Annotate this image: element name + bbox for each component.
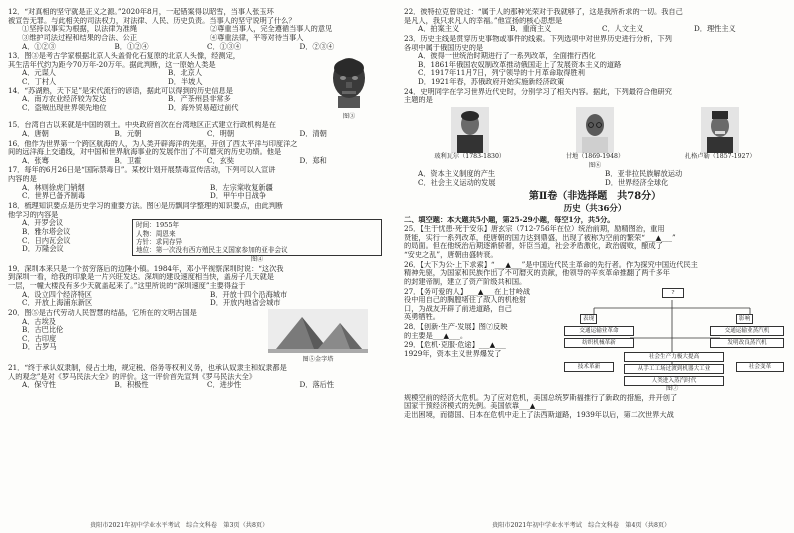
q25-line-1: 25．【生于忧患·死于安乐】唐玄宗（712-756年在位）统治前期，励精图治，重用 xyxy=(404,225,665,234)
zaghloul-years: （1857-1927） xyxy=(709,153,756,161)
diagram-box-2: 纺织机械革新 xyxy=(564,338,634,349)
q17-stem-2: 内容的是 xyxy=(8,175,37,184)
q26-line-3: 的封建帝制，建立了资产阶级共和国。 xyxy=(404,277,527,286)
q12-stem-2: 被宣告无罪。与此相关的司法权力，对法律、人民、历史负责。当事人的坚守说明了什么？ xyxy=(8,16,296,25)
question-27 xyxy=(404,288,554,323)
q27-line-3: 口，为战友开辟了前进道路，自己 xyxy=(404,304,512,313)
right-column xyxy=(404,8,786,420)
question-23 xyxy=(404,35,786,87)
diagram-box-6: 社会变革 xyxy=(736,362,784,373)
q14-choice-d[interactable]: D．海外贸易超过前代 xyxy=(168,104,239,113)
q12-option: ②尊重当事人，完全遵循当事人的意见 xyxy=(210,25,333,34)
q13-choice-c[interactable]: C．丁村人 xyxy=(22,77,57,87)
q12-option: ①坚持以事实为根据，以法律为准绳 xyxy=(22,25,138,34)
q14-choice-b[interactable]: B．产茶州县非常多 xyxy=(168,95,231,104)
bolivar-years: （1783-1830） xyxy=(459,153,506,161)
q26-line-2: 精神先驱，为国家和民族作出了不可磨灭的贡献，他领导的辛亥革命推翻了两千多年 xyxy=(404,269,670,278)
q15-choice-a[interactable]: A．唐朝 xyxy=(22,128,49,138)
q18-choice-a[interactable]: A．开罗会议 xyxy=(22,218,64,228)
q21-choice-b[interactable]: B．积极性 xyxy=(114,380,149,390)
pyramid-image xyxy=(268,309,368,353)
q14-choice-c[interactable]: C．盗贼出现世界领先地位 xyxy=(22,104,107,113)
q23-stem-2: 各项中属于俄国历史的是 xyxy=(404,43,484,52)
question-24 xyxy=(404,88,786,187)
q19-stem-1: 19．深圳本来只是一个贫穷落后的边陲小镇。1984年，邓小平视察深圳时说：“这次我 xyxy=(8,264,284,273)
q12-stem-1: 12．“对真相的坚守就是正义之源。”2020年8月，一起错案得以昭雪，当事人张玉环 xyxy=(8,8,274,16)
q29-line-2: 1929年，资本主义世界爆发了 xyxy=(404,350,502,358)
q16-choice-a[interactable]: A．张骞 xyxy=(22,155,49,165)
q24-choice-d[interactable]: D．世界经济全球化 xyxy=(605,177,669,187)
q17-choice-c[interactable]: C．世界已备齐制毒 xyxy=(22,191,86,201)
q25-line-3: 的局面。但在他统治后期逐渐骄奢，奸臣当道，社会矛盾激化，政治腐败，酿成了 xyxy=(404,242,663,251)
q29-line-4[interactable]: 国家干预经济模式的先例。美国依靠___▲___ xyxy=(404,402,547,411)
q20-choice-d[interactable]: D．古罗马 xyxy=(22,342,57,352)
q25-line-2[interactable]: 贤能，实行一系列改革，使唐朝的国力达到鼎盛，出现了被称为空前的繁荣“___▲___” xyxy=(404,233,676,242)
question-14 xyxy=(8,87,308,113)
q20-stem: 20．图⑤是古代劳动人民智慧的结晶，它所在的文明古国是 xyxy=(8,308,197,317)
figure-6-caption: 图⑥ xyxy=(588,162,602,170)
bolivar-portrait-image xyxy=(451,107,489,153)
q22-stem-2: 是凡人，我只求凡人的幸福。”他宣扬的核心思想是 xyxy=(404,16,563,25)
gandhi-name: 甘地 xyxy=(565,153,579,161)
q24-stem-2: 主题的是 xyxy=(404,96,433,105)
figure-7-caption: 图⑦ xyxy=(666,384,679,392)
card-person: 人物：周恩来 xyxy=(136,229,176,238)
q17-stem-1: 17．每年的6月26日是“国际禁毒日”。某校计划开展禁毒宣传活动，下列可以入宣讲 xyxy=(8,166,276,175)
q27-line-1[interactable]: 27．【务可爱的人】___▲___在上甘岭战 xyxy=(404,287,531,296)
diagram-left-category: 表现 xyxy=(580,314,597,325)
q22-choice-c[interactable]: C．人文主义 xyxy=(602,24,644,34)
question-18 xyxy=(8,202,392,264)
q12-choice-d[interactable]: D．②③④ xyxy=(299,41,335,51)
q12-choice-b[interactable]: B．①②④ xyxy=(114,41,149,51)
diagram-box-1: 交通运输业革命 xyxy=(564,326,634,337)
q18-stem-2: 他学习的内容是 xyxy=(8,210,59,219)
diagram-box-8: 从手工工场过渡到机器大工业 xyxy=(624,364,724,375)
figure-4-caption: 图④ xyxy=(250,256,264,264)
q27-line-4: 英勇牺牲。 xyxy=(404,313,440,322)
zaghloul-name: 扎格卢勒 xyxy=(684,153,710,161)
q15-choice-d[interactable]: D．清朝 xyxy=(299,128,327,138)
q12-option: ④尊重法律，平等对待当事人 xyxy=(210,33,304,42)
question-12 xyxy=(8,8,392,51)
q23-choice-b[interactable]: B．1861年俄国农奴制改革推动俄国走上了发展资本主义的道路 xyxy=(418,60,622,69)
diagram-top-node: ? xyxy=(662,288,684,299)
q19-choice-d[interactable]: D．开放内地省会城市 xyxy=(210,298,281,308)
q17-choice-a[interactable]: A．林则徐虎门销烟 xyxy=(22,182,85,192)
question-16 xyxy=(8,140,392,166)
q21-choice-c[interactable]: C．进步性 xyxy=(207,380,242,390)
fill-blank-instructions: 二、填空题：本大题共5小题，第25-29小题，每空1分，共5分。 xyxy=(404,216,615,225)
q23-choice-d[interactable]: D．1921年春，苏俄政府开始实施新经济政策 xyxy=(418,78,565,87)
knowledge-card xyxy=(132,219,382,256)
q13-choice-b[interactable]: B．北京人 xyxy=(168,68,203,78)
q14-stem: 14．“苏湖熟，天下足”是宋代流行的谚语，据此可以得到的历史信息是 xyxy=(8,86,233,95)
question-22 xyxy=(404,8,786,34)
q16-choice-d[interactable]: D．郑和 xyxy=(299,155,327,165)
diagram-right-category: 影响 xyxy=(736,314,753,325)
q22-choice-d[interactable]: D．理性主义 xyxy=(694,24,736,34)
q16-stem-1: 16．他作为世界第一个跨区航海的人，为人类开辟海洋的先驱，开创了西太平洋与印度洋之 xyxy=(8,139,298,148)
q22-choice-a[interactable]: A．拍案主义 xyxy=(418,24,460,34)
q16-choice-c[interactable]: C．玄奘 xyxy=(207,155,235,165)
gandhi-portrait-image xyxy=(576,107,614,153)
q29-line-1[interactable]: 29．【危机·克服·危途】___▲___ xyxy=(404,341,506,350)
q12-option: ③维护司法过程和结果的合法、公正 xyxy=(22,33,138,42)
diagram-box-5: 技术革新 xyxy=(564,362,614,373)
portrait-zaghloul xyxy=(685,107,756,160)
q19-stem-3: 一层，一幢大楼没有多少天就盖起来了。”这里所说的“深圳速度”主要得益于 xyxy=(8,281,246,290)
q25-line-4: “安史之乱”，唐朝由盛转衰。 xyxy=(404,250,498,259)
portrait-bolivar xyxy=(434,107,505,160)
q18-choice-c[interactable]: C．日内瓦会议 xyxy=(22,235,71,245)
gandhi-years: （1869-1948） xyxy=(578,153,625,161)
diagram-box-9: 人类进入蒸汽时代 xyxy=(624,376,724,387)
question-19 xyxy=(8,265,392,308)
left-column xyxy=(8,8,392,391)
card-time: 时间：1955年 xyxy=(136,221,180,230)
page-footer-right: 贵阳市2021年初中学业水平考试 综合文科卷 第4页（共8页） xyxy=(492,521,671,529)
figure-5-caption: 图⑤金字塔 xyxy=(302,355,334,363)
q29-line-3: 规模空前的经济大危机。为了应对危机，美国总统罗斯福推行了新政的措施，并开创了 xyxy=(404,393,678,402)
q16-stem-2: 间的远洋海上交通线，对中国和世界航海事业的发展作出了不可磨灭的历史功绩。他是 xyxy=(8,148,282,157)
q13-stem-2: 其生活年代约为距今70万年-20万年。据此判断，这一原始人类是 xyxy=(8,60,216,69)
q17-choice-b[interactable]: B．左宗棠收复新疆 xyxy=(210,182,273,192)
question-15 xyxy=(8,121,392,138)
q24-choice-b[interactable]: B．亚非拉民族解放运动 xyxy=(605,168,683,178)
question-25 xyxy=(404,225,786,260)
q28-line-2[interactable]: 的主要是___▲___。 xyxy=(404,331,468,340)
q17-choice-d[interactable]: D．甲午中日战争 xyxy=(210,191,267,201)
q21-choice-a[interactable]: A．保守性 xyxy=(22,380,56,390)
q23-choice-a[interactable]: A．彼得一世统治时期进行了一系列改革，全面推行西化 xyxy=(418,52,596,61)
q29-line-5: 走出困境，而德国、日本在危机中走上了法西斯道路，1939年以后，第二次世界大战 xyxy=(404,410,674,419)
q12-choice-a[interactable]: A．①②③ xyxy=(22,41,56,51)
q18-choice-d[interactable]: D．万隆会议 xyxy=(22,244,64,254)
diagram-box-4: 发明改良蒸汽机 xyxy=(710,338,784,349)
history-section-title: 历史（共36分） xyxy=(563,204,627,215)
q21-stem-2: 人的观念”是对《罗马民法大全》的评价。这一评价首先宣判《罗马民法大全》 xyxy=(8,372,257,381)
peking-man-bust-image xyxy=(324,52,374,110)
q22-stem-1: 22．彼特拉克曾说过：“属于人的那种光荣对于我就够了，这是我所祈求的一切。我自己 xyxy=(404,8,683,16)
industrial-revolution-diagram xyxy=(560,288,784,392)
q13-stem-1: 13．图③是考古学家根据北京人头盖骨化石复原的北京人头像，经测定， xyxy=(8,52,240,61)
part-2-title: 第Ⅱ卷（非选择题 共78分） xyxy=(528,191,662,203)
q13-choice-d[interactable]: D．半坡人 xyxy=(168,77,203,87)
q26-line-1[interactable]: 26．【大下为公·上下求索】“___▲___”是中国近代民主革命的先行者。作为探究中国近代民主 xyxy=(404,260,698,269)
q20-choice-a[interactable]: A．古埃及 xyxy=(22,316,56,326)
figure-3-caption: 图③ xyxy=(342,112,356,120)
q13-choice-a[interactable]: A．元谋人 xyxy=(22,68,56,78)
q21-choice-d[interactable]: D．落后性 xyxy=(299,380,335,390)
portrait-gandhi xyxy=(566,107,624,160)
question-13 xyxy=(8,52,392,120)
question-29 xyxy=(404,394,786,420)
question-26 xyxy=(404,261,786,287)
diagram-box-3: 交通运输业蒸汽机 xyxy=(710,326,784,337)
card-status: 地位：第一次没有西方殖民主义国家参加的亚非会议 xyxy=(136,246,288,255)
q19-choice-b[interactable]: B．开放十四个沿海城市 xyxy=(210,289,288,299)
q18-choice-b[interactable]: B．雅尔塔会议 xyxy=(22,226,71,236)
q15-choice-c[interactable]: C．明朝 xyxy=(207,128,235,138)
question-28 xyxy=(404,323,554,340)
q27-line-2: 役中用自己的胸膛堵住了敌人的机枪射 xyxy=(404,296,527,305)
q12-choice-c[interactable]: C．①③④ xyxy=(207,41,242,51)
q23-stem-1: 23．历史主线是贯穿历史事物或事件的线索。下列选项中对世界历史进行分析，下列 xyxy=(404,34,672,43)
q15-choice-b[interactable]: B．元朝 xyxy=(114,128,142,138)
question-20 xyxy=(8,309,392,363)
q20-choice-c[interactable]: C．古印度 xyxy=(22,333,57,343)
question-17 xyxy=(8,166,392,201)
q22-choice-b[interactable]: B．重商主义 xyxy=(510,24,552,34)
zaghloul-portrait-image xyxy=(701,107,739,153)
q19-stem-2: 到深圳一看，给我的印象是一片兴旺发达。深圳的建设速度相当快，盖房子几天就是 xyxy=(8,273,274,282)
q24-choice-c[interactable]: C．社会主义运动的发展 xyxy=(418,177,496,187)
q14-choice-a[interactable]: A．南方农业经济较为发达 xyxy=(22,95,107,104)
q19-choice-c[interactable]: C．开放上海浦东新区 xyxy=(22,298,93,308)
question-21 xyxy=(8,364,392,390)
bolivar-name: 玻利瓦尔 xyxy=(434,153,460,161)
card-policy: 方针：求同存异 xyxy=(136,237,183,246)
q24-choice-a[interactable]: A．资本主义制度的产生 xyxy=(418,168,496,178)
q23-choice-c[interactable]: C．1917年11月7日，列宁领导的十月革命取得胜利 xyxy=(418,69,585,78)
q16-choice-b[interactable]: B．卫霍 xyxy=(114,155,142,165)
diagram-box-7: 社会生产力极大提高 xyxy=(624,352,724,363)
q19-choice-a[interactable]: A．设立四个经济特区 xyxy=(22,289,92,299)
page-footer-left: 贵阳市2021年初中学业水平考试 综合文科卷 第3页（共8页） xyxy=(90,521,269,529)
q18-stem-1: 18．梳理知识要点是历史学习的重要方法。图④是历飘同学整理的知识要点，由此判断 xyxy=(8,202,284,211)
q28-line-1: 28．【创新·生产·发展】图⑦反映 xyxy=(404,323,508,332)
q24-stem-1: 24．史明同学在学习世界近代史时，分别学习了相关内容。据此，下列最符合他研究 xyxy=(404,87,672,96)
q21-stem-1: 21．“终于承认奴隶制，侵占土地，规定税、俗务等权利义务，也承认奴隶主和奴隶都是 xyxy=(8,363,287,372)
q15-stem: 15．台湾自古以来就是中国的领土。中央政府首次在台湾地区正式建立行政机构是在 xyxy=(8,121,276,130)
q20-choice-b[interactable]: B．古巴比伦 xyxy=(22,325,64,335)
